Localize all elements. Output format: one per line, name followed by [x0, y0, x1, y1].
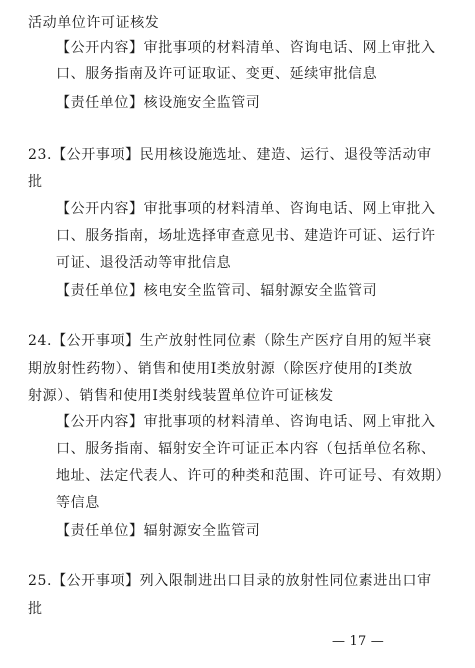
text-line-content-1: 【公开内容】审批事项的材料清单、咨询电话、网上审批入	[56, 40, 436, 56]
text-line-item-23: 23.【公开事项】民用核设施选址、建造、运行、退役等活动审	[28, 147, 432, 163]
text-line-item-24: 24.【公开事项】生产放射性同位素（除生产医疗自用的短半衰	[28, 333, 432, 349]
text-line-content-23: 【公开内容】审批事项的材料清单、咨询电话、网上审批入	[56, 201, 436, 217]
text-line-item-25-cont: 批	[28, 601, 43, 617]
text-line-content-24: 【公开内容】审批事项的材料清单、咨询电话、网上审批入	[56, 414, 436, 430]
text-line-item-24-cont-1: 期放射性药物）、销售和使用Ⅰ类放射源（除医疗使用的Ⅰ类放	[28, 361, 413, 377]
text-line-continuation: 活动单位许可证核发	[28, 15, 160, 31]
text-line-content-23-cont-1: 口、服务指南，场址选择审查意见书、建造许可证、运行许	[56, 228, 436, 244]
text-line-content-24-cont-2: 地址、法定代表人、许可的种类和范围、许可证号、有效期）	[56, 468, 451, 484]
text-line-responsibility-23: 【责任单位】核电安全监管司、辐射源安全监管司	[56, 283, 378, 299]
text-line-content-1-cont: 口、服务指南及许可证取证、变更、延续审批信息	[56, 66, 378, 82]
text-line-item-24-cont-2: 射源）、销售和使用Ⅰ类射线装置单位许可证核发	[28, 388, 334, 404]
text-line-item-23-cont: 批	[28, 174, 43, 190]
text-line-responsibility-1: 【责任单位】核设施安全监管司	[56, 95, 261, 111]
page-number: — 17 —	[332, 634, 385, 649]
text-line-content-24-cont-3: 等信息	[56, 495, 100, 511]
text-line-responsibility-24: 【责任单位】辐射源安全监管司	[56, 523, 261, 539]
text-line-item-25: 25.【公开事项】列入限制进出口目录的放射性同位素进出口审	[28, 573, 432, 589]
text-line-content-23-cont-2: 可证、退役活动等审批信息	[56, 255, 232, 271]
text-line-content-24-cont-1: 口、服务指南、辐射安全许可证正本内容（包括单位名称、	[56, 441, 436, 457]
